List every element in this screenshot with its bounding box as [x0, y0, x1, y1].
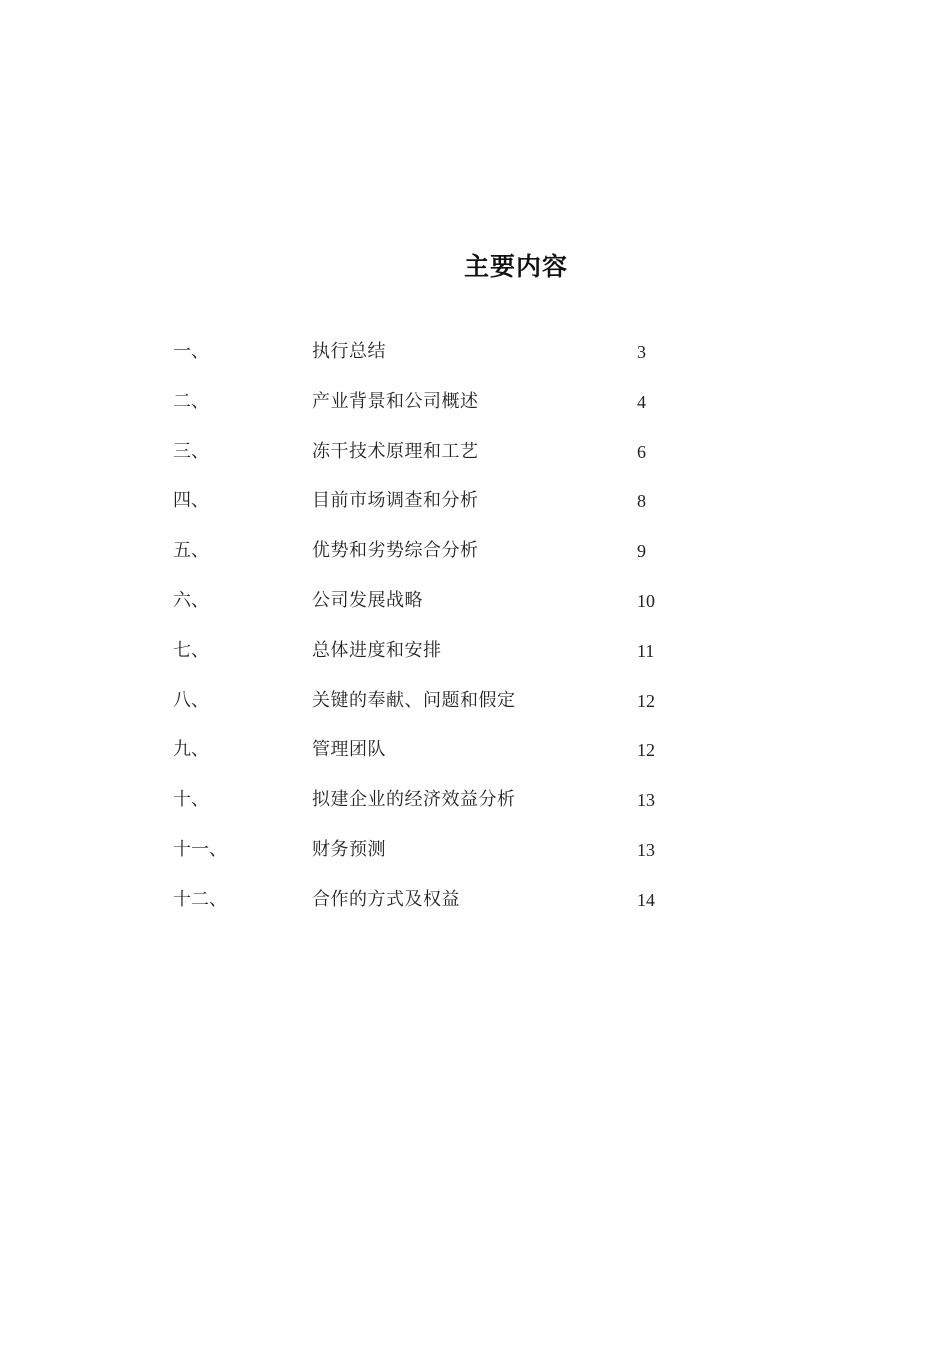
toc-entry-number: 四、: [173, 490, 209, 512]
toc-entry-title: 管理团队: [312, 739, 386, 761]
toc-entry-title: 公司发展战略: [312, 590, 423, 611]
toc-entry-page: 4: [637, 391, 646, 412]
toc-entry[interactable]: [0, 486, 950, 516]
toc-entry[interactable]: [0, 437, 950, 467]
toc-entry[interactable]: [0, 835, 950, 865]
toc-entry-number: 九、: [173, 739, 209, 761]
toc-entry-page: 14: [637, 889, 655, 910]
toc-entry-number: 十一、: [173, 839, 227, 860]
toc-entry-title: 关键的奉献、问题和假定: [312, 689, 516, 711]
toc-entry-page: 12: [637, 740, 655, 761]
toc-entry[interactable]: [0, 337, 950, 367]
toc-entry[interactable]: [0, 536, 950, 566]
toc-entry[interactable]: [0, 387, 950, 417]
toc-entry-number: 三、: [173, 440, 209, 462]
toc-entry-page: 10: [637, 591, 655, 611]
toc-entry-number: 七、: [173, 639, 209, 661]
toc-entry-page: 9: [637, 541, 646, 562]
toc-entry-title: 执行总结: [312, 341, 386, 362]
toc-entry-page: 11: [637, 640, 655, 661]
toc-entry-page: 13: [637, 840, 655, 860]
toc-entry[interactable]: [0, 885, 950, 915]
toc-entry-page: 3: [637, 342, 646, 362]
toc-entry-title: 产业背景和公司概述: [312, 390, 479, 412]
toc-entry-title: 拟建企业的经济效益分析: [312, 789, 516, 811]
toc-entry-title: 优势和劣势综合分析: [312, 540, 479, 562]
toc-entry[interactable]: [0, 686, 950, 716]
toc-entry-title: 合作的方式及权益: [312, 888, 460, 910]
toc-entry-number: 六、: [173, 590, 209, 611]
toc-entry[interactable]: [0, 586, 950, 616]
toc-entry-number: 二、: [173, 390, 209, 412]
toc-entry-number: 五、: [173, 540, 209, 562]
toc-entry[interactable]: [0, 735, 950, 765]
toc-entry-number: 十二、: [173, 888, 227, 910]
toc-entry-page: 6: [637, 441, 646, 462]
toc-entry[interactable]: [0, 636, 950, 666]
toc-entry[interactable]: [0, 785, 950, 815]
toc-entry-title: 目前市场调查和分析: [312, 490, 479, 512]
toc-entry-title: 冻干技术原理和工艺: [312, 440, 479, 462]
toc-entry-page: 13: [637, 790, 655, 811]
toc-entry-number: 十、: [173, 789, 209, 811]
toc-entry-number: 八、: [173, 689, 209, 711]
toc-entry-number: 一、: [173, 341, 209, 362]
toc-entry-title: 总体进度和安排: [312, 639, 442, 661]
toc-entry-title: 财务预测: [312, 839, 386, 860]
toc-entry-page: 12: [637, 690, 655, 711]
toc-entry-page: 8: [637, 491, 646, 512]
page-title: 主要内容: [463, 252, 568, 281]
